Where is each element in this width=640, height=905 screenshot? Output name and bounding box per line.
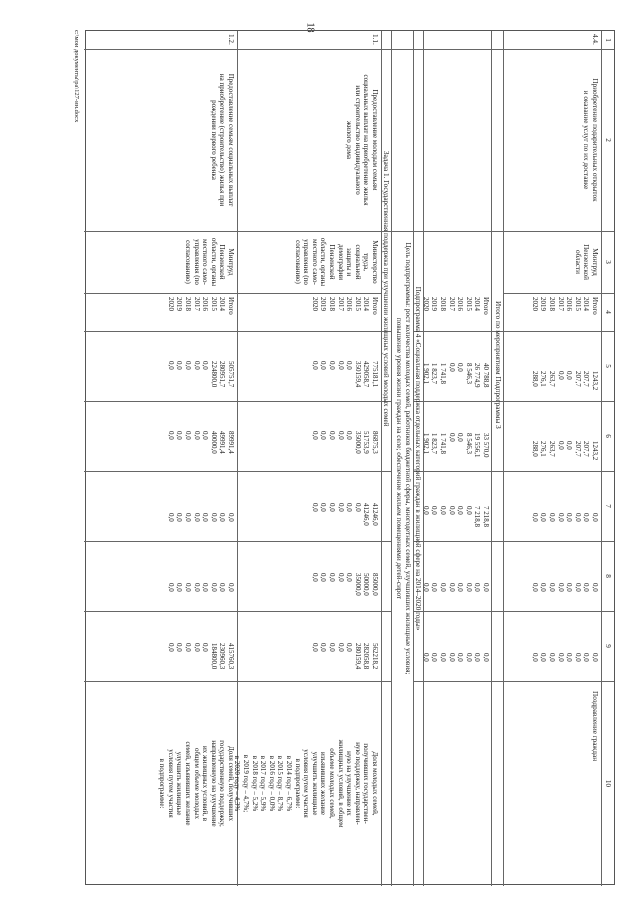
total-3-col6-line: 1 741,8 xyxy=(439,433,448,454)
total-3-col7-line: 0,0 xyxy=(447,506,456,515)
row-4-4-col6-line: 1243,2 xyxy=(591,441,599,461)
total-3-col5-line: 1 902,1 xyxy=(421,363,430,384)
row-1-1-col8-line: 35000,0 xyxy=(353,573,362,596)
subprogram-4-goal-line-1: Цель подпрограммы: рост количества молодых семей, работников бюджетной сферы, многодетных семей, улучшивших жилищные условия; xyxy=(404,242,412,675)
row-1-1-col9 xyxy=(310,643,379,669)
row-4-4-col6-line: 207,7 xyxy=(582,441,591,457)
row-1-1-exec-line: управления (по xyxy=(302,239,311,285)
row-1-1-note-line: в 2016 году – 0,0% xyxy=(267,755,276,812)
total-3-col9-line: 0,0 xyxy=(447,653,456,662)
row-1-1-col6-line: 0,0 xyxy=(336,431,345,440)
row-1-2-note-line: направленную на улучшение xyxy=(209,740,218,827)
total-3-col6-line: 33 570,0 xyxy=(482,433,490,458)
total-3-col5-line: 26 774,9 xyxy=(473,363,482,388)
row-1-2-exec-line: Минтруд xyxy=(227,248,235,276)
total-3-col9-line: 0,0 xyxy=(430,653,439,662)
row-1-1-note-line: в 2019 году – 4,7%; xyxy=(242,754,251,813)
row-4-4-col5-line: 276,1 xyxy=(539,371,548,387)
row-1-2-years-line: 2019 xyxy=(175,297,184,311)
total-3-years-line: 2018 xyxy=(439,297,448,311)
row-1-2-col8-line: 0,0 xyxy=(227,583,235,592)
row-4-4-note: Поздравление граждан xyxy=(591,691,599,762)
row-1-2-col8-line: 0,0 xyxy=(201,583,210,592)
row-1-2-exec-line: управления (по xyxy=(192,239,201,285)
col-header-1: 1 xyxy=(604,38,612,42)
row-1-2-desc-line: Предоставление семьям социальных выплат xyxy=(227,73,235,207)
row-1-2-number: 1.2. xyxy=(227,34,235,45)
row-4-4-col6-line: 288,0 xyxy=(530,441,539,457)
row-4-4-col5-line: 0,0 xyxy=(556,371,565,380)
total-3-col8-line: 0,0 xyxy=(482,583,490,592)
row-4-4-col6-line: 276,1 xyxy=(539,441,548,457)
row-4-4-col7-line: 0,0 xyxy=(539,513,548,522)
col-header-6: 6 xyxy=(604,434,612,438)
row-1-2-years-line: 2016 xyxy=(201,297,210,311)
row-1-2-years-line: 2015 xyxy=(209,297,218,311)
row-1-2-years-line: 2014 xyxy=(218,297,227,311)
row-1-1-years-line: 2018 xyxy=(328,297,337,311)
row-4-4-col9-line: 0,0 xyxy=(556,653,565,662)
row-1-1-col5-line: 775181,1 xyxy=(371,361,379,388)
row-4-4-col6-line: 0,0 xyxy=(565,441,574,450)
row-1-2-note-line: улучшить жилищные xyxy=(175,751,184,816)
row-4-4-col9-line: 0,0 xyxy=(530,653,539,662)
row-4-4-years-line: Итого xyxy=(591,297,599,315)
row-1-1-exec-line: согласованию) xyxy=(293,240,302,284)
row-4-4-col8-line: 0,0 xyxy=(539,583,548,592)
total-3-years xyxy=(421,297,490,315)
row-4-4-col6-line: 0,0 xyxy=(556,441,565,450)
total-3-col6 xyxy=(421,433,490,458)
row-1-2-col8-line: 0,0 xyxy=(218,583,227,592)
row-1-1-col5-line: 0,0 xyxy=(336,361,345,370)
row-1-1-col7-line: 0,0 xyxy=(345,503,354,512)
row-1-1-desc-line: или строительство индивидуального xyxy=(353,85,362,195)
row-1-2-note-line: в подпрограмме: xyxy=(158,758,167,809)
row-1-1-exec xyxy=(293,231,379,293)
row-1-1-col6-line: 86875,3 xyxy=(371,431,379,454)
row-1-1-col7-line: 0,0 xyxy=(353,503,362,512)
subprogram-4-title: Подпрограмма 4 «Социальная поддержка отдельных категорий граждан в жилищной сфере на 2014–2020 годы» xyxy=(414,286,423,631)
row-1-2-note xyxy=(158,681,235,886)
file-path-footer: c:\мои документы\ра\127-ин.docx xyxy=(73,30,80,123)
row-1-2-years-line: Итого xyxy=(227,297,235,315)
total-3-col9-line: 0,0 xyxy=(421,653,430,662)
row-1-1-years-line: 2017 xyxy=(336,297,345,311)
row-4-4-col7 xyxy=(530,513,599,522)
row-1-2-col7-line: 0,0 xyxy=(192,513,201,522)
total-3-col7-line: 0,0 xyxy=(430,506,439,515)
row-4-4-years-line: 2019 xyxy=(539,297,548,311)
total-3-years-line: 2014 xyxy=(473,297,482,311)
row-1-2-col7-line: 0,0 xyxy=(227,513,235,522)
total-3-col9-line: 0,0 xyxy=(482,653,490,662)
subprogram-4-goal-line-2: повышение уровня жизни граждан на селе; обеспечение жильем помещениями детей-сирот xyxy=(395,317,403,600)
row-1-2-col9-line: 230960,3 xyxy=(218,643,227,670)
row-1-1-col5-line: 350159,4 xyxy=(353,361,362,388)
page-number: 18 xyxy=(304,22,316,33)
row-1-2-note-line: условия путем участия xyxy=(166,749,175,818)
row-1-2-col5-line: 0,0 xyxy=(175,361,184,370)
row-1-1-col7-line: 0,0 xyxy=(310,503,319,512)
row-1-1-col8-line: 0,0 xyxy=(310,573,319,582)
total-3-years-line: 2017 xyxy=(447,297,456,311)
row-1-1-col9-line: 0,0 xyxy=(310,643,319,652)
row-1-1-col5 xyxy=(310,361,379,387)
row-4-4-col7-line: 0,0 xyxy=(530,513,539,522)
row-1-2-col8-line: 0,0 xyxy=(192,583,201,592)
row-1-2-col6-line: 0,0 xyxy=(184,431,193,440)
row-1-2-col6-line: 0,0 xyxy=(166,431,175,440)
row-4-4-years-line: 2016 xyxy=(565,297,574,311)
row-1-2-col6-line: 0,0 xyxy=(175,431,184,440)
row-1-2-desc-line: рождении первого ребенка xyxy=(209,100,218,180)
row-1-1-note-line: в подпрограмме: xyxy=(293,758,302,809)
row-1-1-note-line: улучшить жилищные xyxy=(310,751,319,816)
total-3-col8-line: 0,0 xyxy=(447,583,456,592)
row-1-1-col9-line: 282058,8 xyxy=(362,643,371,670)
total-3-col7-line: 0,0 xyxy=(439,506,448,515)
total-3-col6-line: 19 556,1 xyxy=(473,433,482,458)
total-3-years-line: Итого xyxy=(482,297,490,315)
row-4-4-desc-1: Приобретение подарительных открыток xyxy=(591,78,599,202)
row-1-1-col9-line: 0,0 xyxy=(328,643,337,652)
total-3-col6-line: 0,0 xyxy=(456,433,465,442)
col-header-3: 3 xyxy=(604,260,612,264)
row-1-1-exec-line: защиты и xyxy=(345,247,354,277)
row-1-2-col6-line: 89991,4 xyxy=(227,431,235,454)
row-1-1-desc-line: социальных выплат на приобретение жилья xyxy=(362,74,371,206)
total-3-col5-line: 8 546,3 xyxy=(464,363,473,384)
total-3-col7-line: 7 218,8 xyxy=(473,506,482,527)
row-1-1-col8-line: 0,0 xyxy=(328,573,337,582)
row-1-1-col6-line: 0,0 xyxy=(319,431,328,440)
row-1-2-col8-line: 0,0 xyxy=(209,583,218,592)
row-1-2-col5-line: 0,0 xyxy=(192,361,201,370)
row-1-1-exec-line: социальной xyxy=(353,244,362,280)
total-3-col9 xyxy=(421,653,490,662)
program-table xyxy=(85,30,615,885)
total-3-col8 xyxy=(421,583,490,592)
row-4-4-years-line: 2014 xyxy=(582,297,591,311)
row-4-4-exec-1: Минтруд xyxy=(591,248,599,276)
row-1-2-col7-line: 0,0 xyxy=(209,513,218,522)
row-4-4-col8-line: 0,0 xyxy=(573,583,582,592)
row-1-2-note-line: общем объеме молодых xyxy=(192,747,201,820)
row-4-4-col5-line: 207,7 xyxy=(582,371,591,387)
row-1-1-col9-line: 562218,2 xyxy=(371,643,379,670)
row-1-2-col8-line: 0,0 xyxy=(166,583,175,592)
total-3-col5-line: 1 741,8 xyxy=(439,363,448,384)
col-header-2: 2 xyxy=(604,138,612,142)
row-1-1-col6 xyxy=(310,431,379,454)
col-header-5: 5 xyxy=(604,364,612,368)
row-1-2-col9-line: 184800,0 xyxy=(209,643,218,670)
row-1-2-col6-line: 0,0 xyxy=(201,431,210,440)
row-1-1-note-line: в 2015 году – 8,7% xyxy=(276,755,285,812)
total-3-col6-line: 0,0 xyxy=(447,433,456,442)
row-1-2-desc xyxy=(209,49,235,231)
row-4-4-col8 xyxy=(530,583,599,592)
row-4-4-col5-line: 207,7 xyxy=(573,371,582,387)
row-1-1-col8-line: 0,0 xyxy=(345,573,354,582)
row-4-4-col9-line: 0,0 xyxy=(582,653,591,662)
row-4-4-col5-line: 263,7 xyxy=(548,371,557,387)
total-3-col6-line: 8 546,3 xyxy=(464,433,473,454)
row-4-4-col8-line: 0,0 xyxy=(582,583,591,592)
row-4-4-col8-line: 0,0 xyxy=(530,583,539,592)
row-1-1-col6-line: 0,0 xyxy=(328,431,337,440)
col-header-4: 4 xyxy=(604,310,612,314)
row-1-2-col5-line: 280951,7 xyxy=(218,361,227,388)
row-1-2-note-line: их жилищных условий, в xyxy=(201,745,210,822)
total-3-col7-line: 0,0 xyxy=(421,506,430,515)
row-4-4-years-line: 2015 xyxy=(573,297,582,311)
row-1-2-col5-line: 224800,0 xyxy=(209,361,218,388)
row-1-1-note-line: условия путем участия xyxy=(302,749,311,818)
row-4-4-years xyxy=(530,297,599,315)
row-1-2-col6-line: 40000,0 xyxy=(209,431,218,454)
row-4-4-col9-line: 0,0 xyxy=(539,653,548,662)
row-4-4-years-line: 2018 xyxy=(548,297,557,311)
row-1-2-col6-line: 49991,4 xyxy=(218,431,227,454)
row-4-4-col6 xyxy=(530,441,599,460)
row-4-4-col9-line: 0,0 xyxy=(573,653,582,662)
row-4-4-col8-line: 0,0 xyxy=(591,583,599,592)
row-1-1-desc-line: Предоставление молодым семьям xyxy=(371,89,379,191)
row-4-4-years-line: 2020 xyxy=(530,297,539,311)
row-1-1-note-line: ную на улучшение их xyxy=(345,751,354,816)
row-1-2-col9 xyxy=(166,643,235,669)
row-4-4-col8-line: 0,0 xyxy=(565,583,574,592)
row-1-1-exec-line: Министерство xyxy=(371,240,379,284)
row-1-2-note-line: Доля семей, получивших xyxy=(227,745,235,822)
row-4-4-col7-line: 0,0 xyxy=(591,513,599,522)
row-4-4-col7-line: 0,0 xyxy=(548,513,557,522)
total-3-col7-line: 7 218,8 xyxy=(482,506,490,527)
row-1-1-years-line: 2015 xyxy=(353,297,362,311)
row-1-1-note-line: в 2020 году – 4,3% xyxy=(233,755,242,812)
row-1-2-col8-line: 0,0 xyxy=(184,583,193,592)
row-1-1-desc-line: жилого дома xyxy=(345,121,354,159)
row-1-1-note-line: Доля молодых семей, xyxy=(371,751,379,816)
row-4-4-exec-3: области xyxy=(573,249,582,275)
row-1-1-note-line: объеме молодых семей, xyxy=(328,748,337,819)
row-1-1-col7-line: 41246,0 xyxy=(362,503,371,526)
row-4-4-col9-line: 0,0 xyxy=(548,653,557,662)
row-4-4-years-line: 2017 xyxy=(556,297,565,311)
row-1-1-note-line: получивших государствен- xyxy=(362,743,371,824)
row-1-1-col9-line: 280159,4 xyxy=(353,643,362,670)
row-4-4-col7-line: 0,0 xyxy=(556,513,565,522)
row-1-2-exec xyxy=(183,231,235,293)
row-1-2-exec-line: согласованию) xyxy=(184,240,193,284)
total-3-col8-line: 0,0 xyxy=(464,583,473,592)
col-header-7: 7 xyxy=(604,504,612,508)
row-1-1-desc xyxy=(345,49,379,231)
row-1-1-col7-line: 0,0 xyxy=(336,503,345,512)
row-1-1-note-line: изъявивших желание xyxy=(319,751,328,816)
row-1-1-note xyxy=(233,681,379,886)
total-3-col5-line: 0,0 xyxy=(447,363,456,372)
row-4-4-col7-line: 0,0 xyxy=(565,513,574,522)
row-1-2-note-line: семей, изъявивших желание xyxy=(184,741,193,826)
row-1-2-col5-line: 505751,7 xyxy=(227,361,235,388)
row-1-2-col9-line: 0,0 xyxy=(166,643,175,652)
row-1-2-col7-line: 0,0 xyxy=(184,513,193,522)
total-3-col5-line: 0,0 xyxy=(456,363,465,372)
row-1-1-col6-line: 0,0 xyxy=(310,431,319,440)
row-1-2-years-line: 2018 xyxy=(184,297,193,311)
row-1-1-exec-line: демографии xyxy=(336,243,345,281)
row-1-1-col6-line: 0,0 xyxy=(345,431,354,440)
row-4-4-col9 xyxy=(530,653,599,662)
row-4-4-col8-line: 0,0 xyxy=(556,583,565,592)
row-1-1-note-line: в 2014 году – 6,7% xyxy=(285,755,294,812)
total-3-col9-line: 0,0 xyxy=(473,653,482,662)
task-1-title: Задача 1. Государственная поддержка при улучшении жилищных условий молодых семей xyxy=(382,151,391,427)
row-1-1-years-line: 2014 xyxy=(362,297,371,311)
row-1-1-years-line: 2020 xyxy=(310,297,319,311)
row-1-2-col9-line: 0,0 xyxy=(201,643,210,652)
row-1-2-col9-line: 0,0 xyxy=(184,643,193,652)
row-1-2-exec-line: области, органы xyxy=(209,237,218,287)
total-3-col8-line: 0,0 xyxy=(439,583,448,592)
total-3-col9-line: 0,0 xyxy=(456,653,465,662)
row-1-1-col6-line: 51753,9 xyxy=(362,431,371,454)
row-4-4-col7-line: 0,0 xyxy=(582,513,591,522)
total-3-col9-line: 0,0 xyxy=(439,653,448,662)
total-3-years-line: 2019 xyxy=(430,297,439,311)
total-3-col8-line: 0,0 xyxy=(421,583,430,592)
row-4-4-col8-line: 0,0 xyxy=(548,583,557,592)
total-3-col7 xyxy=(421,506,490,527)
row-1-2-years-line: 2020 xyxy=(166,297,175,311)
total-3-col6-line: 1 902,1 xyxy=(421,433,430,454)
row-1-1-col9-line: 0,0 xyxy=(319,643,328,652)
row-4-4-col5 xyxy=(530,371,599,390)
row-1-1-col9-line: 0,0 xyxy=(336,643,345,652)
row-1-1-col7-line: 41246,0 xyxy=(371,503,379,526)
row-1-2-col7-line: 0,0 xyxy=(166,513,175,522)
row-1-2-col6 xyxy=(166,431,235,454)
total-3-years-line: 2016 xyxy=(456,297,465,311)
row-1-2-col9-line: 415760,3 xyxy=(227,643,235,670)
row-4-4-col6-line: 207,7 xyxy=(573,441,582,457)
row-1-1-col6-line: 35000,0 xyxy=(353,431,362,454)
total-3-years-line: 2015 xyxy=(464,297,473,311)
row-1-2-desc-line: на приобретение (строительство) жилья при xyxy=(218,73,227,207)
row-1-1-col5-line: 0,0 xyxy=(310,361,319,370)
total-3-col8-line: 0,0 xyxy=(473,583,482,592)
row-1-1-years xyxy=(310,297,379,315)
total-3-col9-line: 0,0 xyxy=(464,653,473,662)
row-1-2-col7 xyxy=(166,513,235,522)
row-4-4-col5-line: 288,0 xyxy=(530,371,539,387)
row-1-1-col8-line: 0,0 xyxy=(336,573,345,582)
row-1-1-col7-line: 0,0 xyxy=(319,503,328,512)
total-3-col5-line: 1 823,7 xyxy=(430,363,439,384)
row-1-2-exec-line: местного само- xyxy=(201,239,210,285)
row-1-1-exec-line: местного само- xyxy=(310,239,319,285)
row-1-1-col8-line: 85000,0 xyxy=(371,573,379,596)
row-1-1-col9-line: 0,0 xyxy=(345,643,354,652)
row-1-1-col5-line: 0,0 xyxy=(345,361,354,370)
row-1-1-note-line: ную поддержку, направлен- xyxy=(353,742,362,825)
row-1-1-number: 1.1. xyxy=(371,34,379,45)
col-header-10: 10 xyxy=(604,779,612,788)
row-4-4-number: 4.4. xyxy=(591,34,599,45)
row-1-2-note-line: государственную поддержку, xyxy=(218,740,227,827)
total-3-years-line: 2020 xyxy=(421,297,430,311)
row-4-4-exec-2: Пензенской xyxy=(582,244,591,280)
row-1-2-col9-line: 0,0 xyxy=(175,643,184,652)
col-header-9: 9 xyxy=(604,644,612,648)
row-4-4-desc-2: и оказание услуг по их доставке xyxy=(582,90,591,190)
row-1-1-note-line: в 2018 году – 5,2% xyxy=(250,755,259,812)
row-1-1-exec-line: Пензенской xyxy=(328,244,337,280)
row-1-2-col7-line: 0,0 xyxy=(201,513,210,522)
row-1-2-col5 xyxy=(166,361,235,387)
row-1-1-col5-line: 429058,7 xyxy=(362,361,371,388)
row-1-2-col6-line: 0,0 xyxy=(192,431,201,440)
row-1-1-col5-line: 0,0 xyxy=(319,361,328,370)
row-1-1-col8-line: 0,0 xyxy=(319,573,328,582)
row-1-2-col5-line: 0,0 xyxy=(201,361,210,370)
row-1-1-col8-line: 50000,0 xyxy=(362,573,371,596)
row-1-2-col9-line: 0,0 xyxy=(192,643,201,652)
row-1-1-years-line: Итого xyxy=(371,297,379,315)
total-3-col8-line: 0,0 xyxy=(430,583,439,592)
total-3-col8-line: 0,0 xyxy=(456,583,465,592)
row-1-2-col8-line: 0,0 xyxy=(175,583,184,592)
row-1-2-years-line: 2017 xyxy=(192,297,201,311)
row-1-2-col8 xyxy=(166,583,235,592)
row-1-1-col7 xyxy=(310,503,379,526)
row-1-1-col5-line: 0,0 xyxy=(328,361,337,370)
total-3-col7-line: 0,0 xyxy=(464,506,473,515)
row-1-1-col7-line: 0,0 xyxy=(328,503,337,512)
subprogram-3-total-title: Итого по мероприятиям Подпрограммы 3 xyxy=(494,301,502,429)
col-header-8: 8 xyxy=(604,574,612,578)
total-3-col5 xyxy=(421,363,490,388)
row-1-1-exec-line: области, органы xyxy=(319,237,328,287)
row-1-1-col8 xyxy=(310,573,379,596)
row-4-4-col5-line: 1243,2 xyxy=(591,371,599,391)
row-1-2-col7-line: 0,0 xyxy=(175,513,184,522)
row-1-2-col7-line: 0,0 xyxy=(218,513,227,522)
row-4-4-col6-line: 263,7 xyxy=(548,441,557,457)
row-1-1-years-line: 2019 xyxy=(319,297,328,311)
total-3-col5-line: 40 788,8 xyxy=(482,363,490,388)
total-3-col6-line: 1 823,7 xyxy=(430,433,439,454)
row-1-1-exec-line: труда, xyxy=(362,252,371,272)
row-4-4-col9-line: 0,0 xyxy=(565,653,574,662)
row-1-2-col5-line: 0,0 xyxy=(184,361,193,370)
row-1-1-note-line: в 2017 году – 5,9% xyxy=(259,755,268,812)
row-1-1-note-line: жилищных условий, в общем xyxy=(336,739,345,828)
row-4-4-col7-line: 0,0 xyxy=(573,513,582,522)
total-3-col7-line: 0,0 xyxy=(456,506,465,515)
row-4-4-col5-line: 0,0 xyxy=(565,371,574,380)
row-1-2-col5-line: 0,0 xyxy=(166,361,175,370)
row-1-1-years-line: 2016 xyxy=(345,297,354,311)
row-1-2-years xyxy=(166,297,235,315)
document-sheet xyxy=(73,30,615,885)
row-1-2-exec-line: Пензенской xyxy=(218,244,227,280)
row-4-4-col9-line: 0,0 xyxy=(591,653,599,662)
